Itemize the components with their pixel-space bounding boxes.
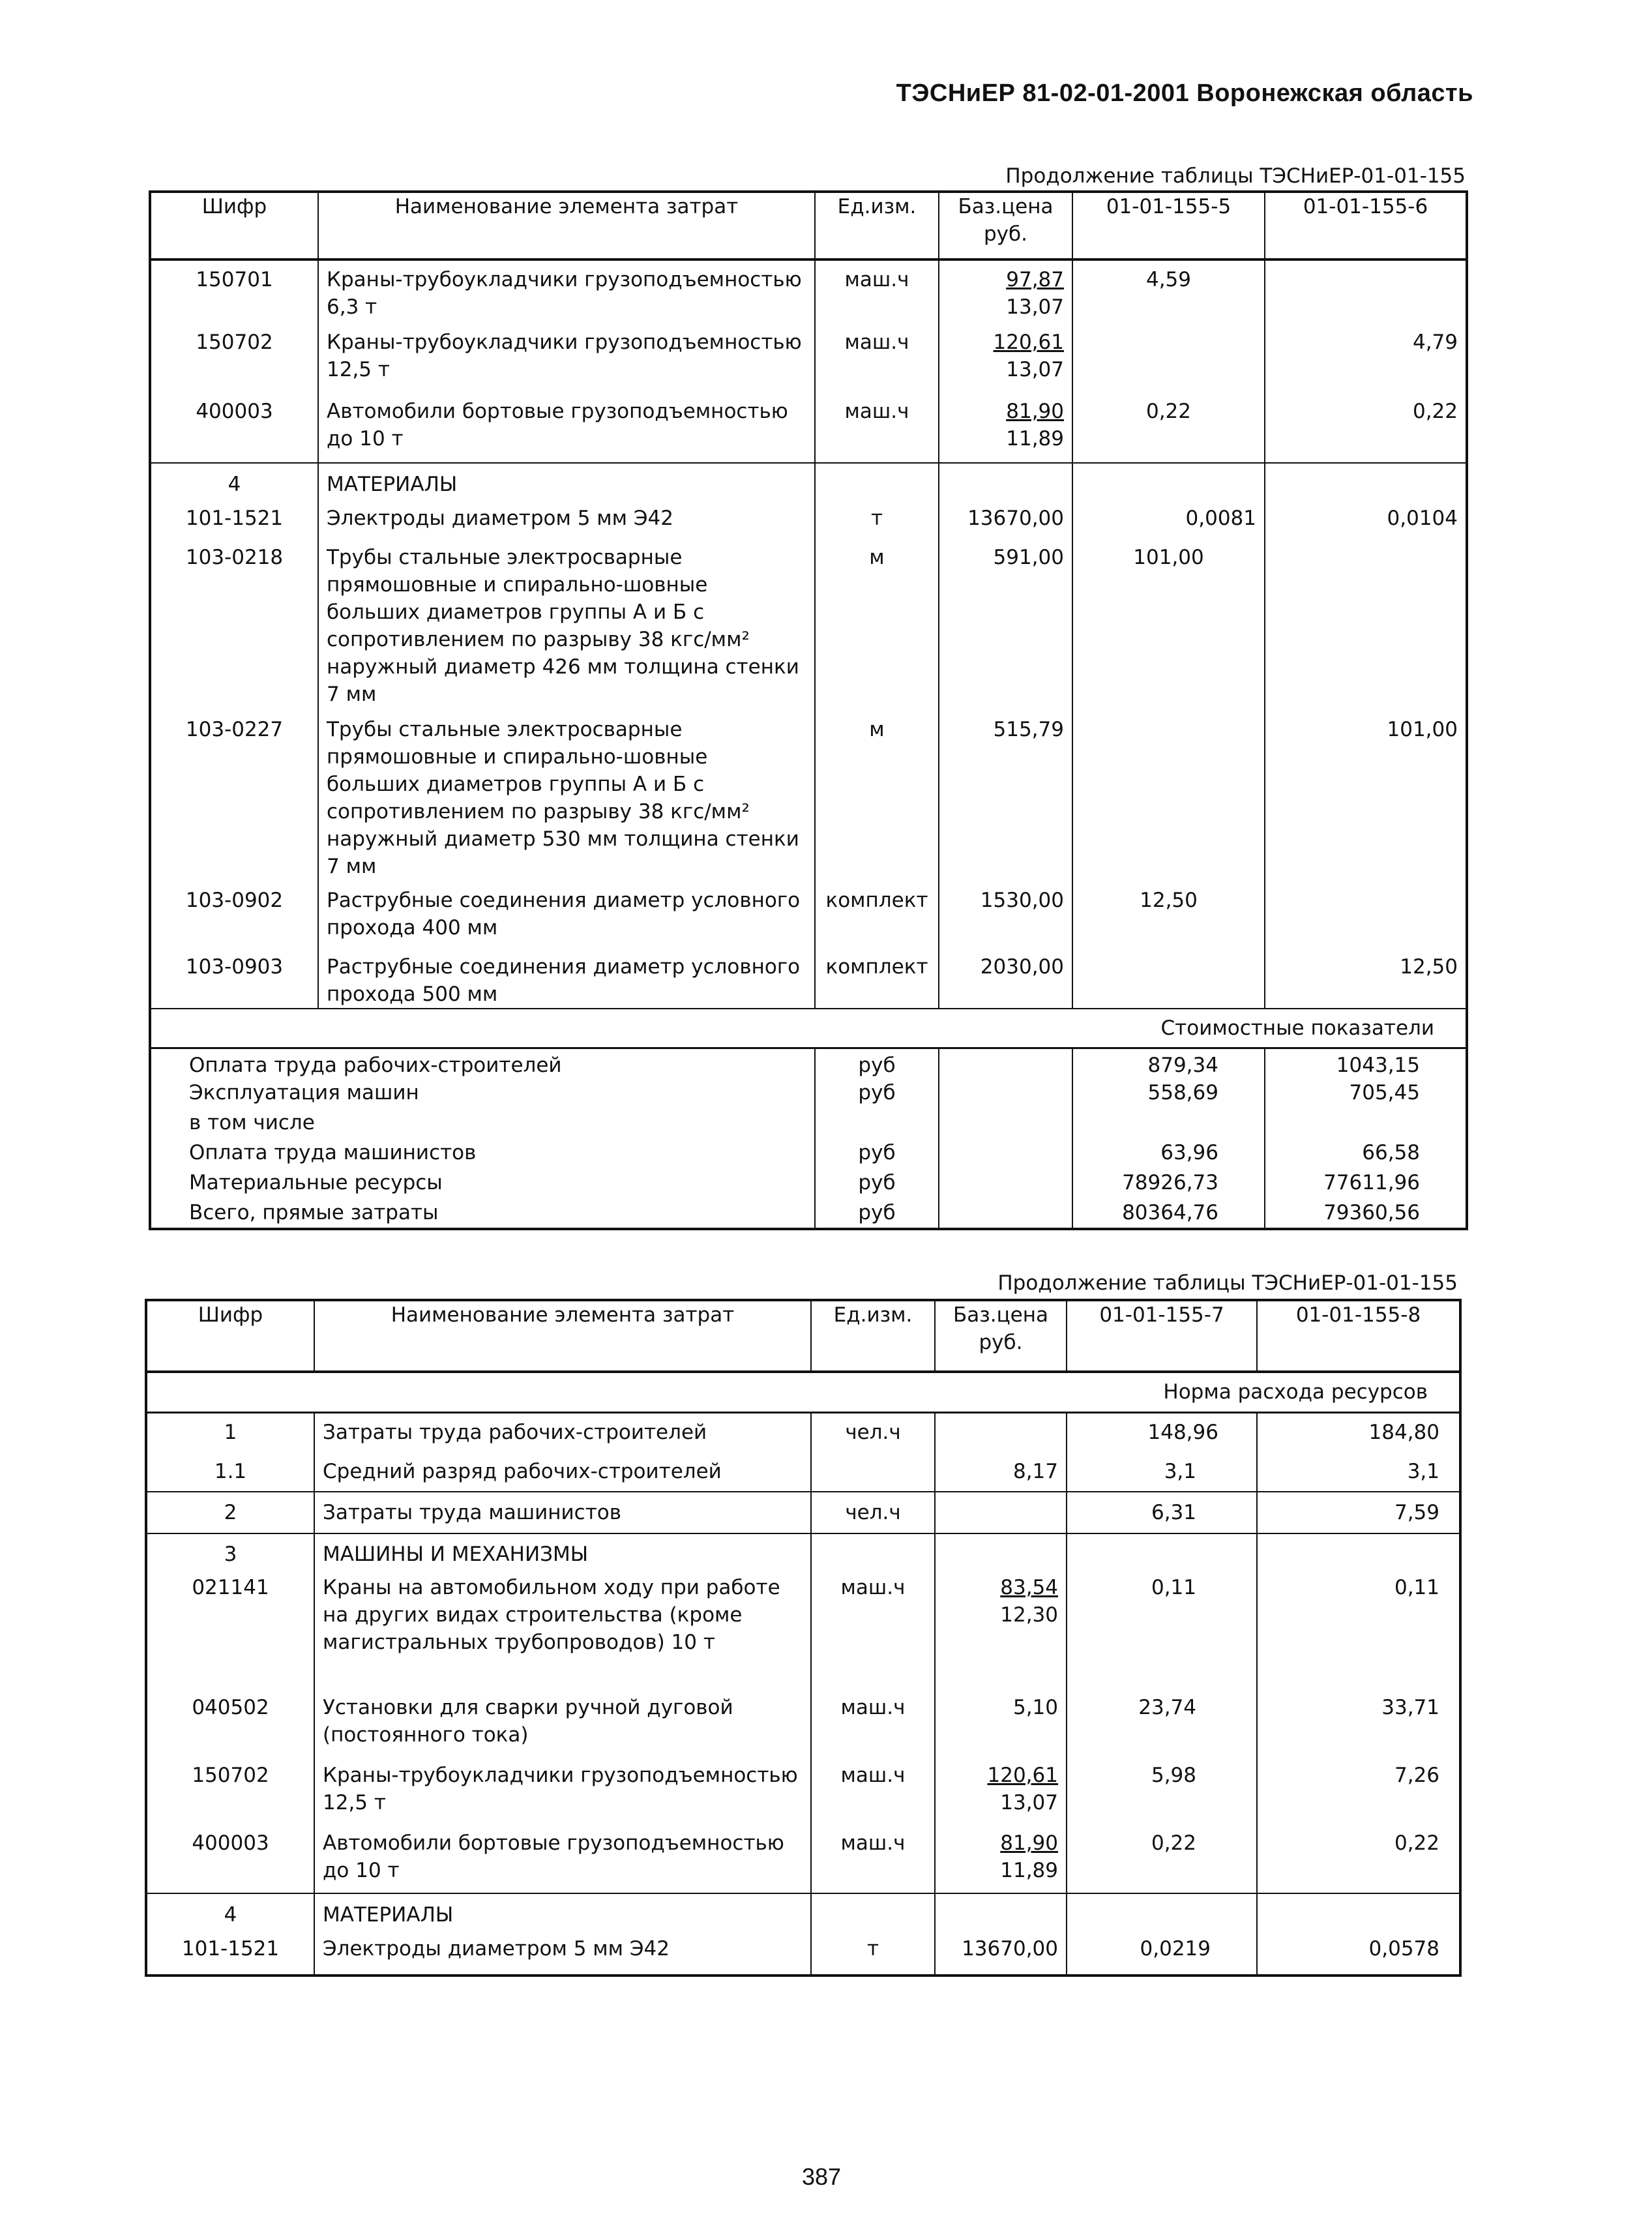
row-price: 1530,00 <box>939 887 1072 953</box>
row-value-b: 0,0104 <box>1265 505 1467 544</box>
row-price-bottom: 11,89 <box>1000 1859 1058 1882</box>
row-value-a: 4,59 <box>1072 259 1265 329</box>
cost-value-b: 705,45 <box>1265 1079 1467 1109</box>
cost-name: Всего, прямые затраты <box>189 1200 439 1224</box>
cost-value-a: 879,34 <box>1072 1048 1265 1079</box>
row-value-b <box>1265 887 1467 953</box>
row-name: Трубы стальные электросварные прямошовные и спирально-шовные больших диаметров группы А и Б с сопротивлением по разрыву 38 кгс/мм² наружный диаметр 530 мм толщина стенки 7 мм <box>318 716 815 887</box>
table-row <box>150 953 1467 1009</box>
col-header-a: 01-01-155-5 <box>1072 192 1265 259</box>
row-value-a: 5,98 <box>1067 1762 1257 1829</box>
table-row <box>146 1574 1460 1694</box>
cost-name: Оплата труда рабочих-строителей <box>189 1053 562 1077</box>
row-price: 591,00 <box>939 544 1072 716</box>
row-name: Краны на автомобильном ходу при работе на других видах строительства (кроме магистральных трубопроводов) 10 т <box>314 1574 811 1694</box>
row-unit: т <box>811 1935 935 1976</box>
row-value-b: 101,00 <box>1265 716 1467 887</box>
row-value-b: 12,50 <box>1265 953 1467 1009</box>
row-code: 150701 <box>196 268 273 291</box>
row-value-b: 0,11 <box>1257 1574 1460 1694</box>
row-code: 040502 <box>192 1696 269 1719</box>
cost-value-a <box>1072 1109 1265 1139</box>
row-unit <box>811 1451 935 1492</box>
cost-value-a: 63,96 <box>1072 1139 1265 1169</box>
row-value-b: 7,59 <box>1257 1492 1460 1533</box>
row-name: Электроды диаметром 5 мм Э42 <box>314 1935 811 1976</box>
row-value-a <box>1072 329 1265 398</box>
row-price-top: 120,61 <box>987 1764 1058 1787</box>
row-code: 150702 <box>196 331 273 354</box>
page-number: 387 <box>801 2163 842 2190</box>
cost-name: Эксплуатация машин <box>189 1080 419 1104</box>
table2-header-row <box>146 1300 1460 1372</box>
row-code: 103-0903 <box>185 955 284 979</box>
row-value-b: 0,0578 <box>1257 1935 1460 1976</box>
section-title: МАШИНЫ И МЕХАНИЗМЫ <box>314 1533 811 1574</box>
col-header-unit: Ед.изм. <box>811 1300 935 1372</box>
row-unit: маш.ч <box>811 1829 935 1893</box>
row-price-top: 83,54 <box>1000 1576 1058 1599</box>
row-name: Раструбные соединения диаметр условного прохода 500 мм <box>318 953 815 1009</box>
row-price-top: 120,61 <box>993 331 1064 354</box>
row-unit: маш.ч <box>811 1762 935 1829</box>
col-header-price: Баз.цена руб. <box>935 1300 1067 1372</box>
table-row <box>146 1412 1460 1451</box>
row-code: 1.1 <box>214 1459 247 1483</box>
row-price-bottom: 11,89 <box>1006 427 1064 451</box>
row-code: 400003 <box>192 1831 269 1855</box>
row-unit: маш.ч <box>811 1694 935 1762</box>
row-unit: комплект <box>815 953 939 1009</box>
row-value-a: 6,31 <box>1067 1492 1257 1533</box>
row-name: Установки для сварки ручной дуговой (постоянного тока) <box>314 1694 811 1762</box>
table-row <box>150 716 1467 887</box>
section-number: 3 <box>146 1533 314 1574</box>
row-code: 101-1521 <box>181 1937 280 1961</box>
cost-value-b: 66,58 <box>1265 1139 1467 1169</box>
row-name: Электроды диаметром 5 мм Э42 <box>318 505 815 544</box>
section-row <box>146 1893 1460 1935</box>
row-value-b: 0,22 <box>1257 1829 1460 1893</box>
cost-unit <box>815 1109 939 1139</box>
table1 <box>149 190 1468 1230</box>
table1-header-row <box>150 192 1467 259</box>
table1-continuation-label: Продолжение таблицы ТЭСНиЕР-01-01-155 <box>1005 164 1466 188</box>
cost-value-b: 79360,56 <box>1265 1199 1467 1229</box>
row-price-bottom: 13,07 <box>1006 295 1064 319</box>
row-price-bottom: 13,07 <box>1000 1791 1058 1814</box>
row-name: Краны-трубоукладчики грузоподъемностью 12,5 т <box>314 1762 811 1829</box>
row-value-b: 184,80 <box>1257 1412 1460 1451</box>
row-value-b: 0,22 <box>1265 398 1467 463</box>
row-price: 515,79 <box>939 716 1072 887</box>
row-price: 2030,00 <box>939 953 1072 1009</box>
row-code: 101-1521 <box>185 507 284 530</box>
row-name: Автомобили бортовые грузоподъемностью до 10 т <box>318 398 815 463</box>
cost-unit: руб <box>815 1199 939 1229</box>
row-price-top: 81,90 <box>1006 400 1064 423</box>
table-row <box>146 1694 1460 1762</box>
row-unit: чел.ч <box>811 1492 935 1533</box>
row-value-a: 3,1 <box>1067 1451 1257 1492</box>
table-row <box>146 1451 1460 1492</box>
table2-continuation-label: Продолжение таблицы ТЭСНиЕР-01-01-155 <box>997 1271 1458 1295</box>
cost-value-a: 558,69 <box>1072 1079 1265 1109</box>
table-row <box>146 1762 1460 1829</box>
row-value-b: 33,71 <box>1257 1694 1460 1762</box>
row-code: 1 <box>224 1420 237 1444</box>
row-name: Затраты труда машинистов <box>314 1492 811 1533</box>
section-number: 4 <box>150 463 318 505</box>
row-price: 13670,00 <box>939 505 1072 544</box>
row-price: 13670,00 <box>935 1935 1067 1976</box>
row-unit: маш.ч <box>811 1574 935 1694</box>
row-name: Затраты труда рабочих-строителей <box>314 1412 811 1451</box>
row-name: Раструбные соединения диаметр условного прохода 400 мм <box>318 887 815 953</box>
row-name: Краны-трубоукладчики грузоподъемностью 6,3 т <box>318 259 815 329</box>
cost-value-b: 77611,96 <box>1265 1169 1467 1199</box>
row-unit: м <box>815 716 939 887</box>
row-price-bottom: 13,07 <box>1006 358 1064 381</box>
row-value-a: 0,22 <box>1072 398 1265 463</box>
row-value-a: 0,0081 <box>1072 505 1265 544</box>
cost-value-b: 1043,15 <box>1265 1048 1467 1079</box>
cost-row <box>150 1139 1467 1169</box>
row-price-top: 81,90 <box>1000 1831 1058 1855</box>
row-unit: маш.ч <box>815 329 939 398</box>
row-code: 103-0218 <box>185 546 284 569</box>
col-header-code: Шифр <box>146 1300 314 1372</box>
table-row <box>150 544 1467 716</box>
cost-row <box>150 1109 1467 1139</box>
cost-indicators-row <box>150 1009 1467 1048</box>
row-code: 150702 <box>192 1764 269 1787</box>
row-price-top: 5,10 <box>1012 1696 1058 1719</box>
cost-value-a: 78926,73 <box>1072 1169 1265 1199</box>
row-unit: маш.ч <box>815 259 939 329</box>
row-unit: т <box>815 505 939 544</box>
section-row <box>150 463 1467 505</box>
row-price-top: 97,87 <box>1006 268 1064 291</box>
cost-name: Оплата труда машинистов <box>189 1140 477 1164</box>
norm-label: Норма расхода ресурсов <box>146 1372 1460 1412</box>
cost-unit: руб <box>815 1169 939 1199</box>
row-unit: маш.ч <box>815 398 939 463</box>
row-price <box>935 1412 1067 1451</box>
row-unit: м <box>815 544 939 716</box>
cost-indicators-label: Стоимостные показатели <box>150 1009 1467 1048</box>
col-header-b: 01-01-155-6 <box>1265 192 1467 259</box>
table-row <box>146 1935 1460 1976</box>
norm-label-row <box>146 1372 1460 1412</box>
section-number: 4 <box>146 1893 314 1935</box>
row-name: Краны-трубоукладчики грузоподъемностью 12,5 т <box>318 329 815 398</box>
table-row <box>150 505 1467 544</box>
col-header-b: 01-01-155-8 <box>1257 1300 1460 1372</box>
table-row <box>150 398 1467 463</box>
section-row <box>146 1533 1460 1574</box>
row-value-a: 23,74 <box>1067 1694 1257 1762</box>
col-header-name: Наименование элемента затрат <box>318 192 815 259</box>
cost-unit: руб <box>815 1139 939 1169</box>
row-code: 021141 <box>192 1576 269 1599</box>
cost-row <box>150 1199 1467 1229</box>
row-name: Трубы стальные электросварные прямошовные и спирально-шовные больших диаметров группы А и Б с сопротивлением по разрыву 38 кгс/мм² наружный диаметр 426 мм толщина стенки 7 мм <box>318 544 815 716</box>
row-value-b: 4,79 <box>1265 329 1467 398</box>
col-header-a: 01-01-155-7 <box>1067 1300 1257 1372</box>
cost-row <box>150 1079 1467 1109</box>
table-row <box>146 1829 1460 1893</box>
row-value-b <box>1265 544 1467 716</box>
table-row <box>150 887 1467 953</box>
row-value-b <box>1265 259 1467 329</box>
row-price-bottom: 12,30 <box>1000 1603 1058 1627</box>
table-row <box>146 1492 1460 1533</box>
section-title: МАТЕРИАЛЫ <box>314 1893 811 1935</box>
row-code: 400003 <box>196 400 273 423</box>
row-value-a <box>1072 953 1265 1009</box>
row-code: 103-0902 <box>185 889 284 912</box>
col-header-code: Шифр <box>150 192 318 259</box>
row-value-a: 0,22 <box>1067 1829 1257 1893</box>
row-unit: чел.ч <box>811 1412 935 1451</box>
col-header-unit: Ед.изм. <box>815 192 939 259</box>
row-value-a: 101,00 <box>1072 544 1265 716</box>
table2 <box>145 1299 1462 1977</box>
section-title: МАТЕРИАЛЫ <box>318 463 815 505</box>
col-header-name: Наименование элемента затрат <box>314 1300 811 1372</box>
cost-value-b <box>1265 1109 1467 1139</box>
cost-name: Материальные ресурсы <box>189 1170 443 1194</box>
row-value-b: 3,1 <box>1257 1451 1460 1492</box>
row-name: Автомобили бортовые грузоподъемностью до 10 т <box>314 1829 811 1893</box>
row-code: 2 <box>146 1492 314 1533</box>
row-price <box>935 1492 1067 1533</box>
table-row <box>150 259 1467 329</box>
row-unit: комплект <box>815 887 939 953</box>
row-value-a: 0,11 <box>1067 1574 1257 1694</box>
row-value-a: 0,0219 <box>1067 1935 1257 1976</box>
cost-unit: руб <box>815 1079 939 1109</box>
row-code: 103-0227 <box>185 718 284 741</box>
row-value-b: 7,26 <box>1257 1762 1460 1829</box>
cost-value-a: 80364,76 <box>1072 1199 1265 1229</box>
row-name: Средний разряд рабочих-строителей <box>314 1451 811 1492</box>
cost-row <box>150 1169 1467 1199</box>
row-value-a: 12,50 <box>1072 887 1265 953</box>
row-price: 8,17 <box>935 1451 1067 1492</box>
cost-unit: руб <box>815 1048 939 1079</box>
document-header: ТЭСНиЕР 81-02-01-2001 Воронежская область <box>896 80 1473 107</box>
row-value-a <box>1072 716 1265 887</box>
table-row <box>150 329 1467 398</box>
row-value-a: 148,96 <box>1067 1412 1257 1451</box>
cost-name: в том числе <box>189 1110 315 1134</box>
col-header-price: Баз.цена руб. <box>939 192 1072 259</box>
cost-row <box>150 1048 1467 1079</box>
